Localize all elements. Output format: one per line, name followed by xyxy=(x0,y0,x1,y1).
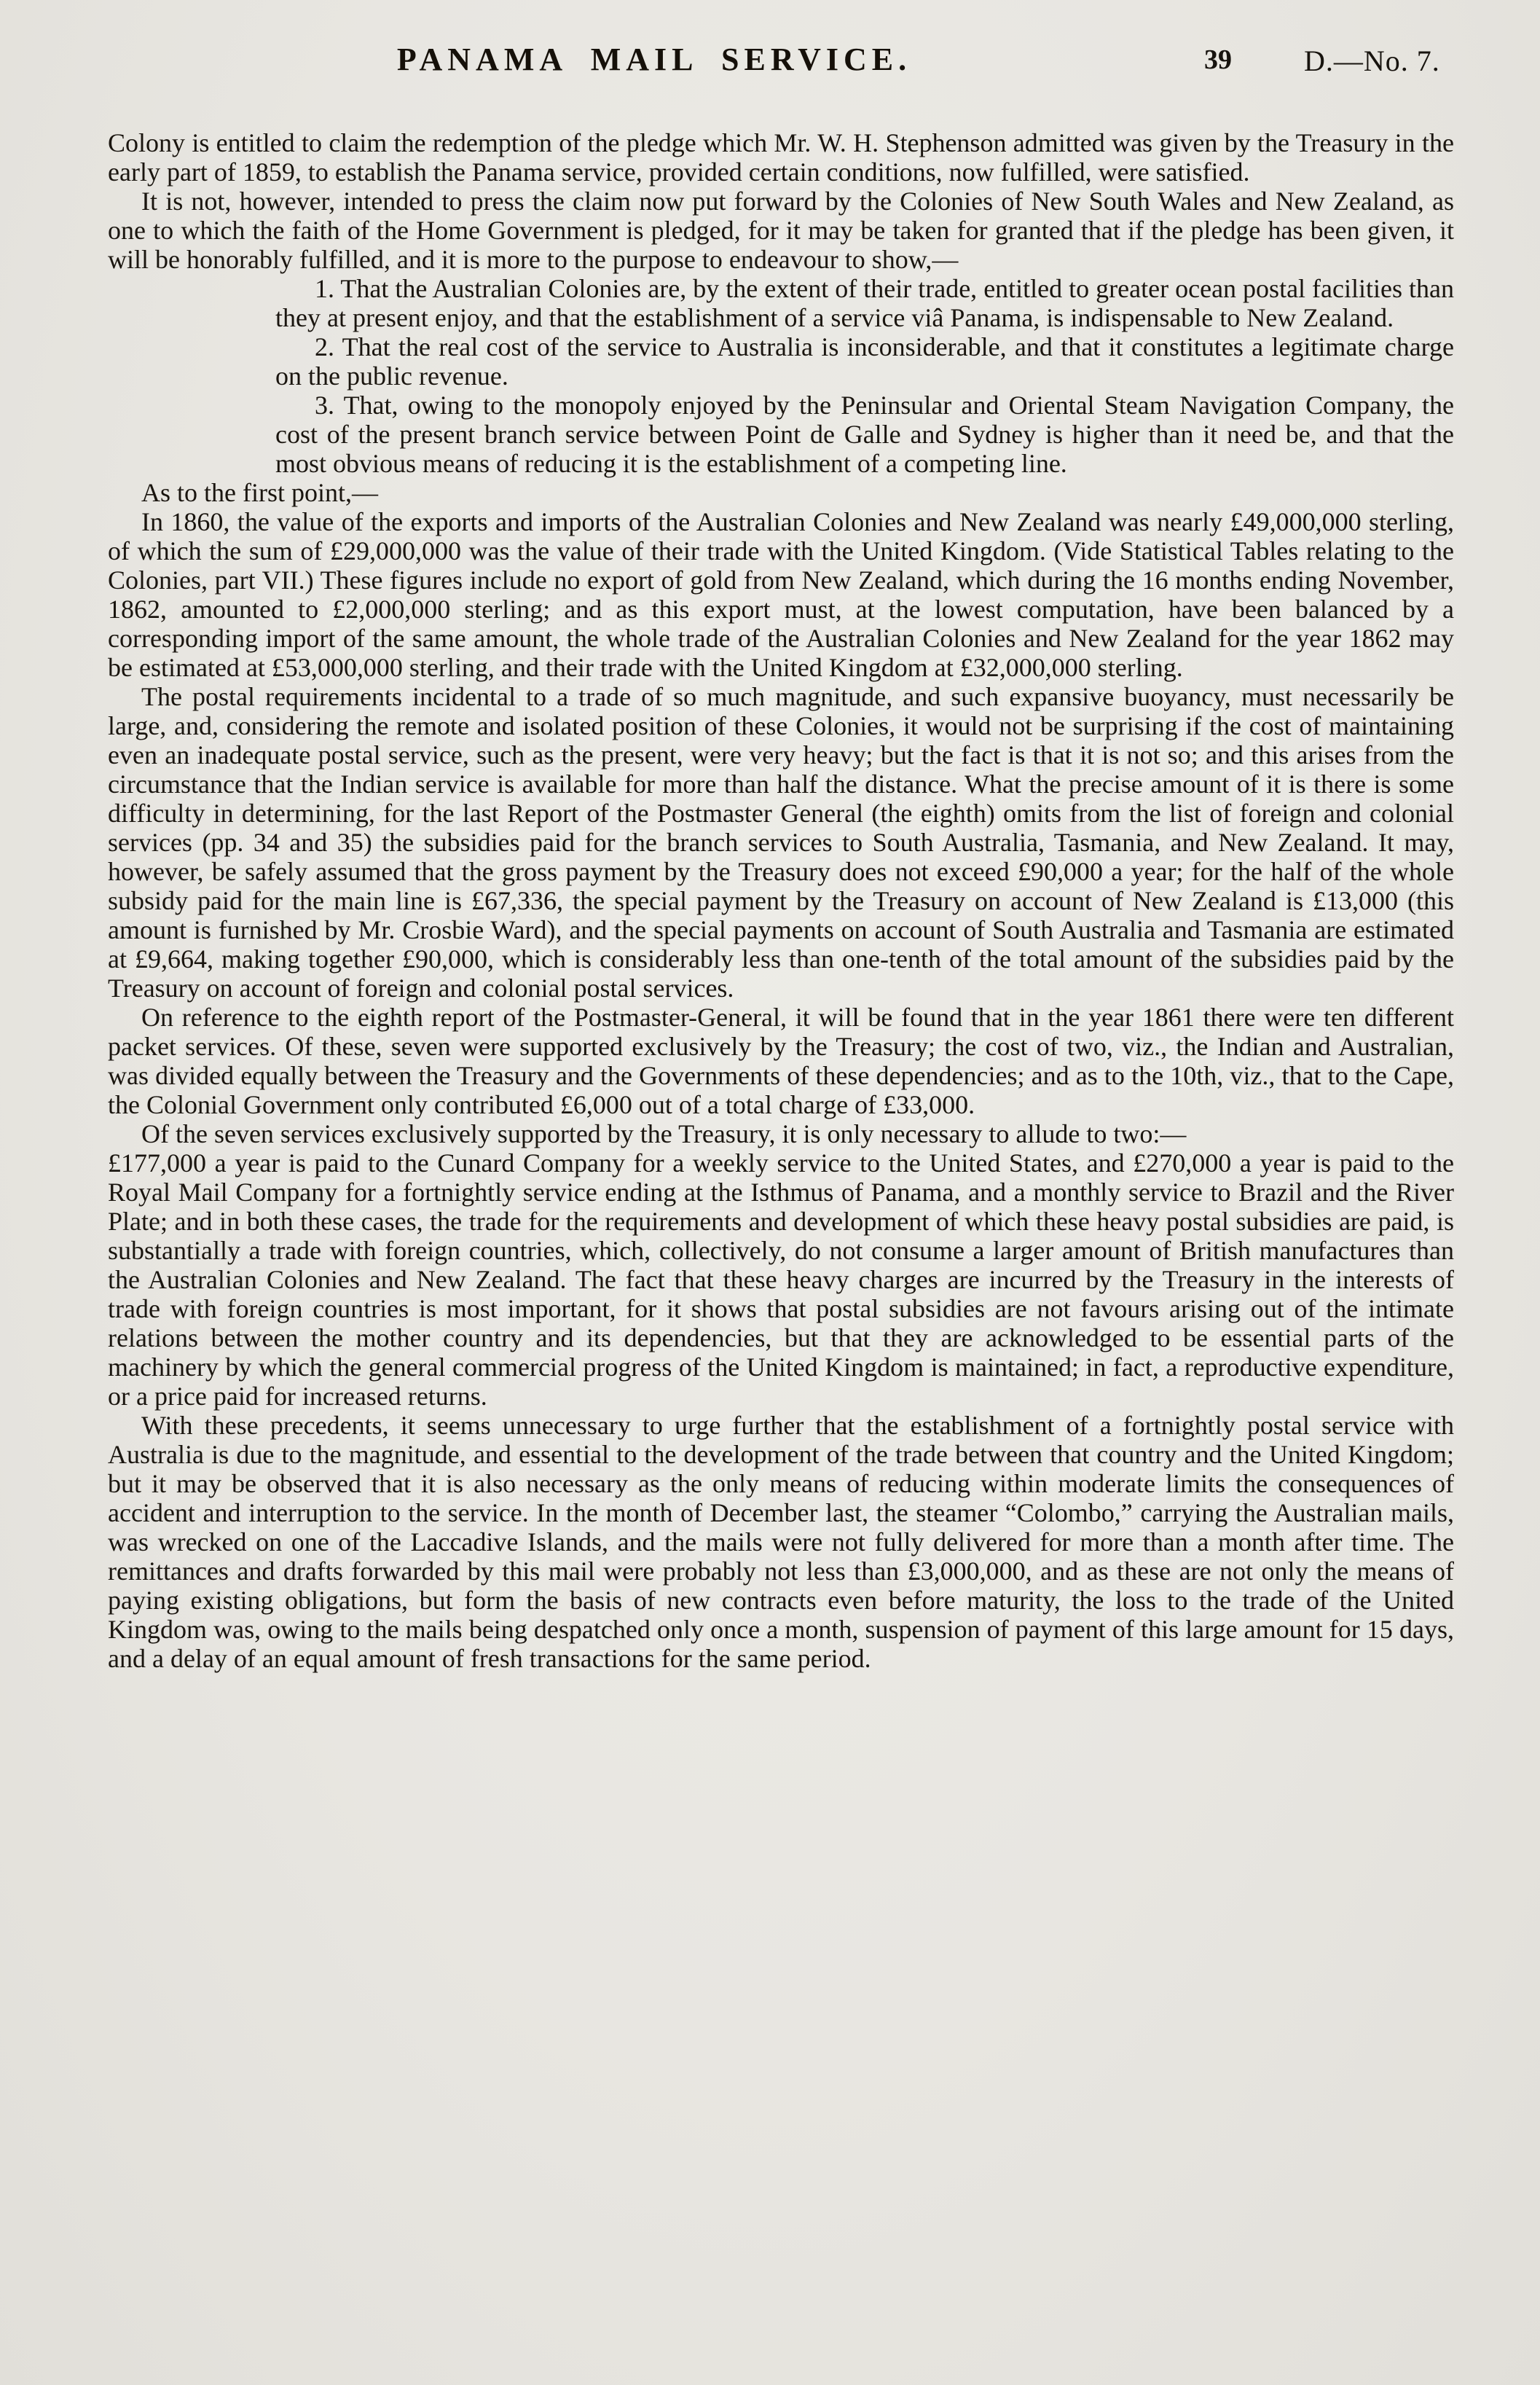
list-item-3-monopoly: 3. That, owing to the monopoly enjoyed by the Peninsular and Oriental Steam Navigation Company, the cost of the present branch service between Point de Galle and Sydney is higher than it need be, and that the most obvious means of reducing it is the establishment of a competing line. xyxy=(275,391,1454,478)
paragraph-precedents-colombo: With these precedents, it seems unnecessary to urge further that the establishment of a fortnightly postal service with Australia is due to the magnitude, and essential to the development of the trade between that country and the United Kingdom; but it may be observed that it is also necessary as the only means of reducing within moderate limits the consequences of accident and interruption to the service. In the month of December last, the steamer “Colombo,” carrying the Australian mails, was wrecked on one of the Laccadive Islands, and the mails were not fully delivered for more than a month after time. The remittances and drafts forwarded by this mail were probably not less than £3,000,000, and as these are not only the means of paying existing obligations, but form the basis of new contracts even before maturity, the loss to the trade of the United Kingdom was, owing to the mails being despatched only once a month, suspension of payment of this large amount for 15 days, and a delay of an equal amount of fresh transactions for the same period. xyxy=(108,1411,1454,1673)
paragraph-trade-values-1860: In 1860, the value of the exports and imports of the Australian Colonies and New Zealand was nearly £49,000,000 sterling, of which the sum of £29,000,000 was the value of their trade with the United Kingdom. (Vide Statistical Tables relating to the Colonies, part VII.) These figures include no export of gold from New Zealand, which during the 16 months ending November, 1862, amounted to £2,000,000 sterling; and as this export must, at the lowest computation, have been balanced by a corresponding import of the same amount, the whole trade of the Australian Colonies and New Zealand for the year 1862 may be estimated at £53,000,000 sterling, and their trade with the United Kingdom at £32,000,000 sterling. xyxy=(108,507,1454,682)
paragraph-eighth-report: On reference to the eighth report of the Postmaster-General, it will be found that in the year 1861 there were ten different packet services. Of these, seven were supported exclusively by the Treasury; the cost of two, viz., the Indian and Australian, was divided equally between the Treasury and the Governments of these dependencies; and as to the 10th, viz., that to the Cape, the Colonial Government only contributed £6,000 out of a total charge of £33,000. xyxy=(108,1003,1454,1119)
page-header xyxy=(108,41,1454,96)
list-item-1-trade-extent: 1. That the Australian Colonies are, by the extent of their trade, entitled to greater ocean postal facilities than they at present enjoy, and that the establishment of a service viâ Panama, is indispensable to New Zealand. xyxy=(275,274,1454,332)
list-item-2-real-cost: 2. That the real cost of the service to Australia is inconsiderable, and that it constitutes a legitimate charge on the public revenue. xyxy=(275,332,1454,391)
paragraph-as-to-first-point: As to the first point,— xyxy=(141,478,378,507)
document-reference: D.—No. 7. xyxy=(1304,44,1440,77)
page-title: PANAMA MAIL SERVICE. xyxy=(396,42,912,77)
paragraph-postal-requirements: The postal requirements incidental to a trade of so much magnitude, and such expansive buoyancy, must necessarily be large, and, considering the remote and isolated position of these Colonies, it would not be surprising if the cost of maintaining even an inadequate postal service, such as the present, were very heavy; but the fact is that it is not so; and this arises from the circumstance that the Indian service is available for more than half the distance. What the precise amount of it is there is some difficulty in determining, for the last Report of the Postmaster General (the eighth) omits from the list of foreign and colonial services (pp. 34 and 35) the subsidies paid for the branch services to South Australia, Tasmania, and New Zealand. It may, however, be safely assumed that the gross payment by the Treasury does not exceed £90,000 a year; for the half of the whole subsidy paid for the main line is £67,336, the special payment by the Treasury on account of New Zealand is £13,000 (this amount is furnished by Mr. Crosbie Ward), and the special payments on account of South Australia and Tasmania are estimated at £9,664, making together £90,000, which is considerably less than one-tenth of the total amount of the subsidies paid by the Treasury on account of foreign and colonial postal services. xyxy=(108,682,1454,1003)
page-body xyxy=(108,128,1454,1673)
page-number: 39 xyxy=(1204,44,1232,75)
paragraph-allude-to-two: Of the seven services exclusively supported by the Treasury, it is only necessary to allude to two:— xyxy=(141,1119,1187,1148)
paragraph-claim-not-pressed: It is not, however, intended to press the claim now put forward by the Colonies of New South Wales and New Zealand, as one to which the faith of the Home Government is pledged, for it may be taken for granted that if the pledge has been given, it will be honorably fulfilled, and it is more to the purpose to endeavour to show,— xyxy=(108,187,1454,274)
paragraph-colony-redemption: Colony is entitled to claim the redemption of the pledge which Mr. W. H. Stephenson admitted was given by the Treasury in the early part of 1859, to establish the Panama service, provided certain conditions, now fulfilled, were satisfied. xyxy=(108,128,1454,187)
paragraph-cunard-royal-mail: £177,000 a year is paid to the Cunard Company for a weekly service to the United States, and £270,000 a year is paid to the Royal Mail Company for a fortnightly service ending at the Isthmus of Panama, and a monthly service to Brazil and the River Plate; and in both these cases, the trade for the requirements and development of which these heavy postal subsidies are paid, is substantially a trade with foreign countries, which, collectively, do not consume a larger amount of British manufactures than the Australian Colonies and New Zealand. The fact that these heavy charges are incurred by the Treasury in the interests of trade with foreign countries is most important, for it shows that postal subsidies are not favours arising out of the intimate relations between the mother country and its dependencies, but that they are acknowledged to be essential parts of the machinery by which the general commercial progress of the United Kingdom is maintained; in fact, a reproductive expenditure, or a price paid for increased returns. xyxy=(108,1148,1454,1411)
